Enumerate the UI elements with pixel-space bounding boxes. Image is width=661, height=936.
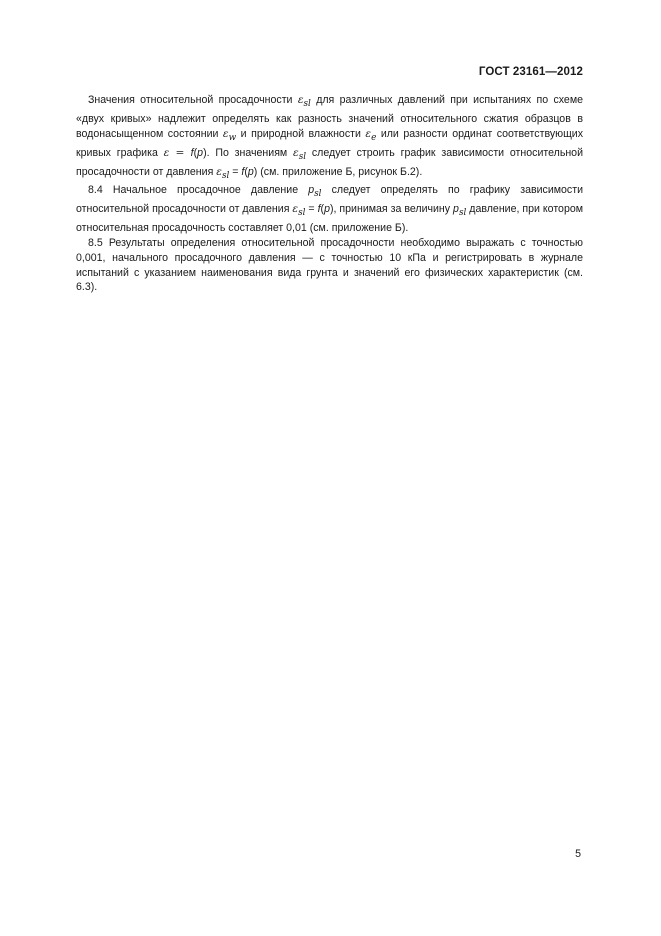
document-code: ГОСТ 23161—2012 bbox=[478, 66, 583, 78]
paragraph-8-3-continuation: Значения относительной просадочности $\varepsilon_{sl}$ для различных давлений при испытаниях по схеме «двух кривых» надлежит определять как разность значений относительного сжатия образцов в водонасыщенном состоянии $\varepsilon_w$ и природной влажности $\varepsilon_e$ или разности ординат соответствующих кривых графика ε = f(p). По значениям $\varepsilon_{sl}$ следует строить график зависимости относительной просадочности от давления $\varepsilon_{sl} = f(p)$ (см. приложение Б, рисунок Б.2). bbox=[76, 94, 584, 181]
paragraph-8-5: 8.5 Результаты определения относительной просадочности необходимо выражать с точностью 0,001, начального просадочного давления — с точностью 10 кПа и регистрировать в журнале испытаний с указанием наименования вида грунта и значений его физических характеристик (см. 6.3). bbox=[76, 237, 583, 294]
paragraph-8-4: 8.4 Начальное просадочное давление $p_{sl}$ следует определять по графику зависимости относительной просадочности от давления $\varepsilon_{sl} = f(p)$, принимая за величину $p_{sl}$ давление, при котором относительная просадочность составляет 0,01 (см. приложение Б). bbox=[76, 184, 584, 235]
body-text bbox=[76, 93, 583, 295]
page-number: 5 bbox=[575, 848, 581, 860]
